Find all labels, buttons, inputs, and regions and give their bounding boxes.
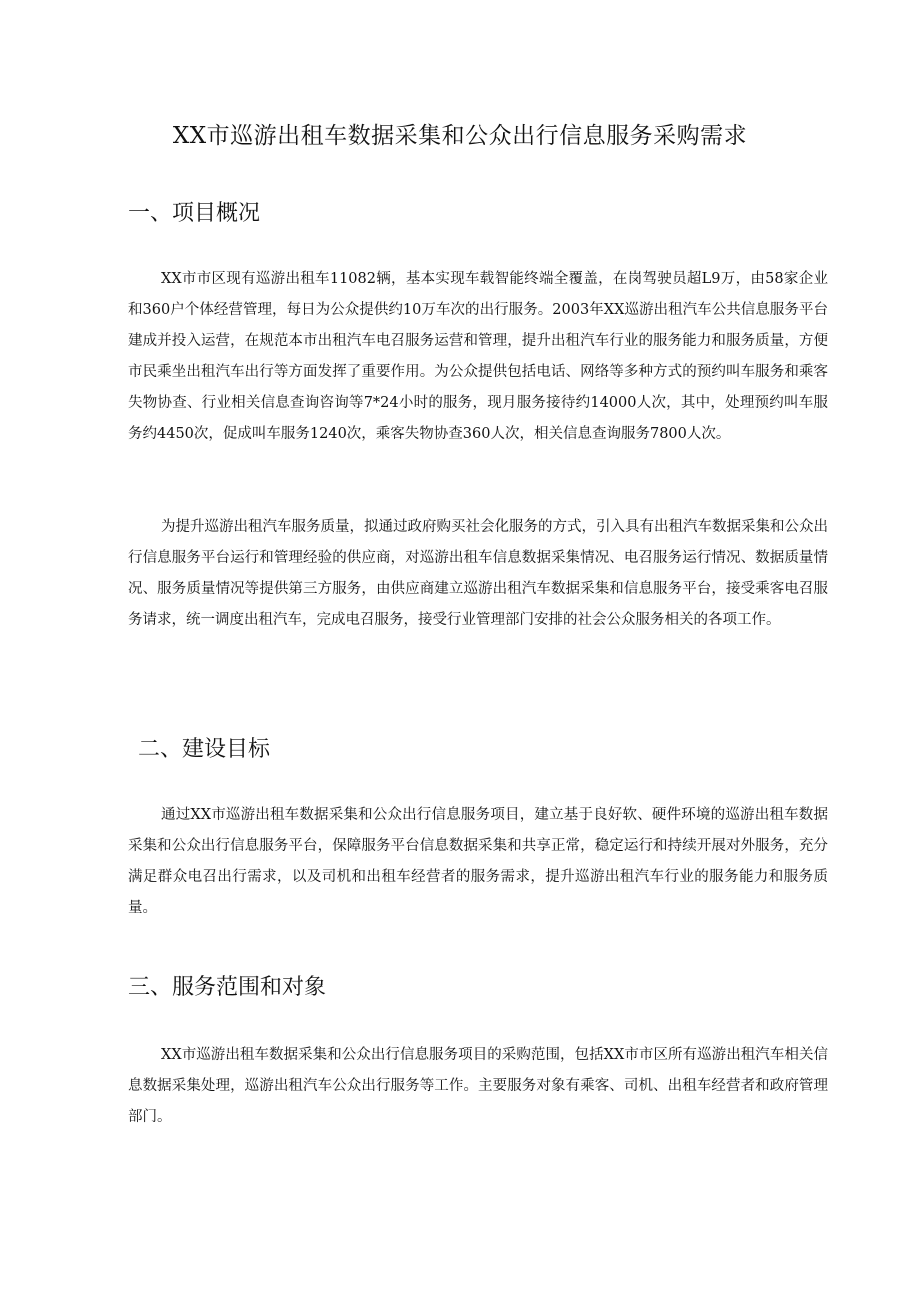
paragraph-overview-2: 为提升巡游出租汽车服务质量，拟通过政府购买社会化服务的方式，引入具有出租汽车数据采集和公众出行信息服务平台运行和管理经验的供应商，对巡游出租车信息数据采集情况、电召服务运行情况、数据质量情况、服务质量情况等提供第三方服务，由供应商建立巡游出租汽车数据采集和信息服务平台，接受乘客电召服务请求，统一调度出租汽车，完成电召服务，接受行业管理部门安排的社会公众服务相关的各项工作。 (128, 519, 828, 628)
document-title: XX市巡游出租车数据采集和公众出行信息服务采购需求 (172, 123, 748, 149)
paragraph-overview-1: XX市市区现有巡游出租车11082辆，基本实现车载智能终端全覆盖，在岗驾驶员超L9万，由58家企业和360户个体经营管理，每日为公众提供约10万车次的出行服务。2003年XX巡游出租汽车公共信息服务平台建成并投入运营，在规范本市出租汽车电召服务运营和管理，提升出租汽车行业的服务能力和服务质量，方便市民乘坐出租汽车出行等方面发挥了重要作用。为公众提供包括电话、网络等多种方式的预约叫车服务和乘客失物协查、行业相关信息查询咨询等7*24小时的服务，现月服务接待约14000人次，其中，处理预约叫车服务约4450次，促成叫车服务1240次，乘客失物协查360人次，相关信息查询服务7800人次。 (128, 271, 828, 442)
paragraph-scope-1: XX市巡游出租车数据采集和公众出行信息服务项目的采购范围，包括XX市市区所有巡游出租汽车相关信息数据采集处理，巡游出租汽车公众出行服务等工作。主要服务对象有乘客、司机、出租车经营者和政府管理部门。 (128, 1047, 828, 1125)
section-heading-goals: 二、建设目标 (138, 737, 271, 762)
section-heading-scope: 三、服务范围和对象 (128, 975, 327, 1000)
paragraph-goals-1: 通过XX市巡游出租车数据采集和公众出行信息服务项目，建立基于良好软、硬件环境的巡游出租车数据采集和公众出行信息服务平台，保障服务平台信息数据采集和共享正常，稳定运行和持续开展对外服务，充分满足群众电召出行需求，以及司机和出租车经营者的服务需求，提升巡游出租汽车行业的服务能力和服务质量。 (128, 807, 828, 916)
section-heading-overview: 一、项目概况 (128, 201, 261, 226)
